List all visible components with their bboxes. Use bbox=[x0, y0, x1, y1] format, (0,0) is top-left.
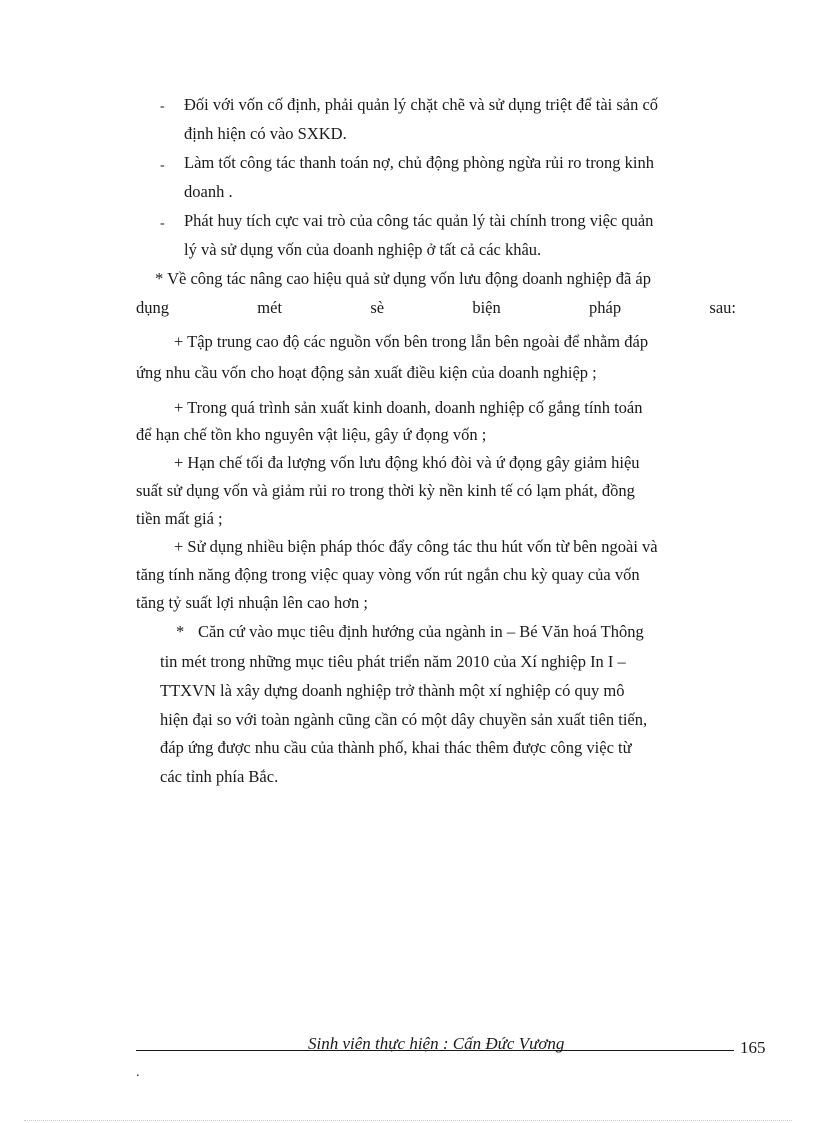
section-intro-line: * Về công tác nâng cao hiệu quả sử dụng vốn lưu động doanh nghiệp đã áp bbox=[155, 269, 651, 288]
page-number: 165 bbox=[740, 1038, 766, 1057]
closing-line: tin mét trong những mục tiêu phát triển năm 2010 của Xí nghiệp In I – bbox=[160, 652, 626, 671]
bullet-marker: - bbox=[160, 99, 165, 114]
intro-word: biện bbox=[472, 298, 501, 317]
intro-word: dụng bbox=[136, 298, 169, 317]
footer-author-line: Sinh viên thực hiện : Cấn Đức Vương bbox=[308, 1034, 565, 1053]
bullet-text-line: lý và sử dụng vốn của doanh nghiệp ở tất cả các khâu. bbox=[184, 240, 542, 259]
closing-line: hiện đại so với toàn ngành cũng cần có một dây chuyền sản xuất tiên tiến, bbox=[160, 710, 648, 729]
bullet-text-line: Đối với vốn cố định, phải quản lý chặt chẽ và sử dụng triệt để tài sản cố bbox=[184, 95, 659, 114]
bullet-marker: - bbox=[160, 216, 165, 231]
bullet-text-line: định hiện có vào SXKD. bbox=[184, 124, 347, 143]
measure-line: suất sử dụng vốn và giảm rủi ro trong thời kỳ nền kinh tế có lạm phát, đồng bbox=[136, 481, 635, 500]
intro-word: mét bbox=[257, 298, 283, 317]
measure-line: tăng tính năng động trong việc quay vòng vốn rút ngắn chu kỳ quay của vốn bbox=[136, 565, 640, 584]
section-intro-justified-line bbox=[136, 297, 736, 319]
measure-line: + Tập trung cao độ các nguồn vốn bên trong lẫn bên ngoài để nhằm đáp bbox=[174, 332, 649, 351]
footer-dot: . bbox=[136, 1065, 140, 1080]
bullet-text-line: doanh . bbox=[184, 182, 233, 201]
closing-marker: * bbox=[176, 622, 185, 641]
intro-word: sau: bbox=[709, 298, 736, 317]
bullet-marker: - bbox=[160, 158, 165, 173]
measure-line: + Sử dụng nhiều biện pháp thóc đẩy công tác thu hút vốn từ bên ngoài và bbox=[174, 537, 658, 556]
measure-line: + Hạn chế tối đa lượng vốn lưu động khó đòi và ứ đọng gây giảm hiệu bbox=[174, 453, 640, 472]
closing-line: TTXVN là xây dựng doanh nghiệp trở thành một xí nghiệp có quy mô bbox=[160, 681, 625, 700]
intro-word: sè bbox=[370, 298, 385, 317]
closing-line: các tỉnh phía Bắc. bbox=[160, 767, 279, 786]
page-edge-divider bbox=[24, 1120, 792, 1121]
measure-line: tăng tỷ suất lợi nhuận lên cao hơn ; bbox=[136, 593, 368, 612]
bullet-text-line: Phát huy tích cực vai trò của công tác quản lý tài chính trong việc quản bbox=[184, 211, 654, 230]
measure-line: tiền mất giá ; bbox=[136, 509, 223, 528]
measure-line: + Trong quá trình sản xuất kinh doanh, doanh nghiệp cố gắng tính toán bbox=[174, 398, 643, 417]
measure-line: ứng nhu cầu vốn cho hoạt động sản xuất điều kiện của doanh nghiệp ; bbox=[136, 363, 597, 382]
footer-rule bbox=[136, 1050, 734, 1051]
measure-line: để hạn chế tồn kho nguyên vật liệu, gây ứ đọng vốn ; bbox=[136, 425, 487, 444]
intro-word: pháp bbox=[589, 298, 622, 317]
bullet-text-line: Làm tốt công tác thanh toán nợ, chủ động phòng ngừa rủi ro trong kinh bbox=[184, 153, 654, 172]
closing-line: Căn cứ vào mục tiêu định hướng của ngành in – Bé Văn hoá Thông bbox=[198, 622, 644, 641]
closing-line: đáp ứng được nhu cầu của thành phố, khai thác thêm được công việc từ bbox=[160, 738, 632, 757]
